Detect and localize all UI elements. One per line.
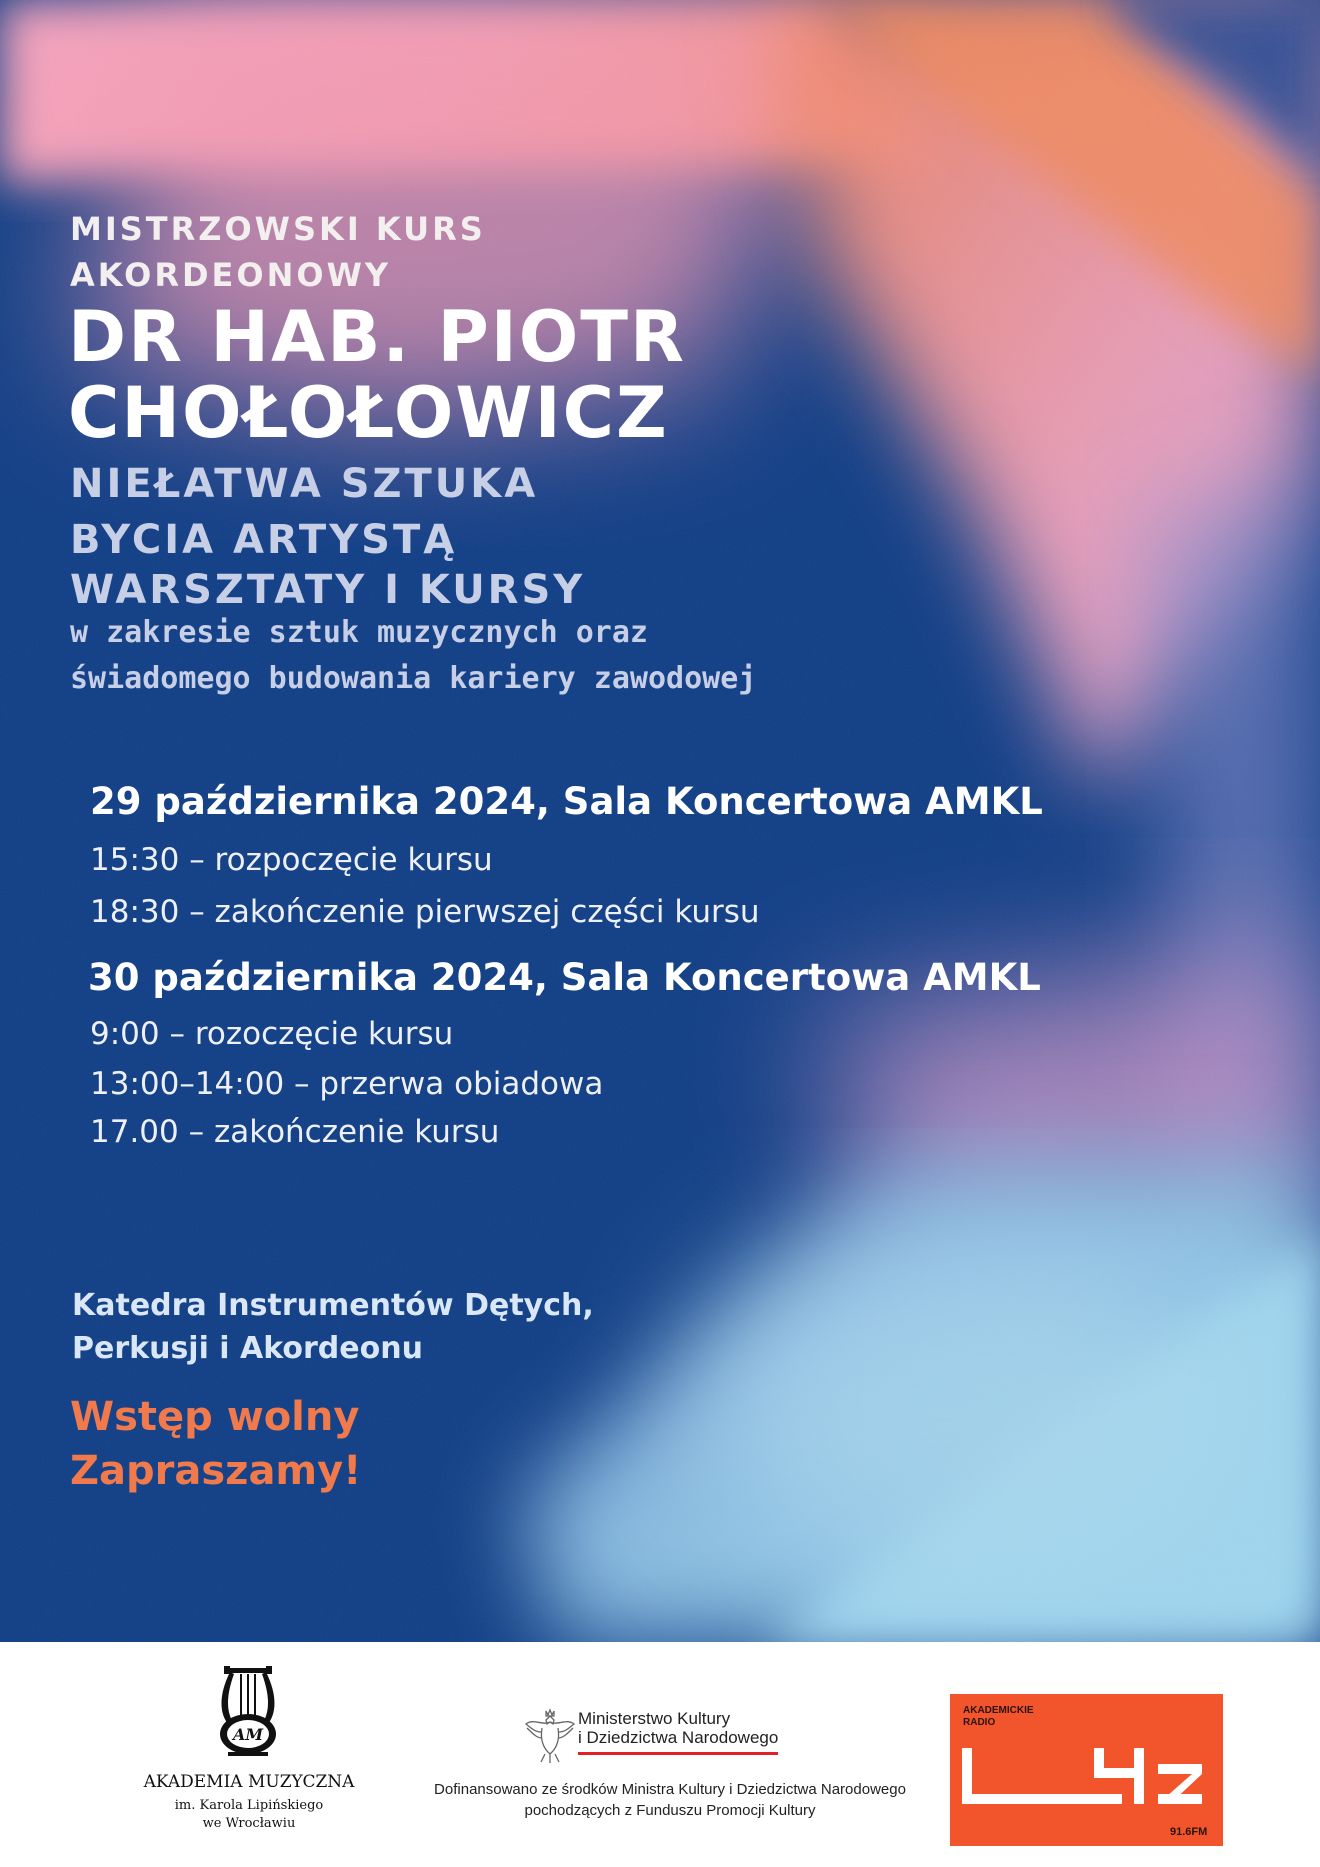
free-entry-text: Wstęp wolny [70,1394,360,1440]
eagle-emblem-icon [523,1708,577,1766]
description-line2: świadomego budowania kariery zawodowej [70,661,757,696]
amkl-subtitle-line1: im. Karola Lipińskiego [174,1798,324,1813]
lyre-icon [214,1666,282,1758]
luz-wordmark-icon [962,1738,1212,1824]
radio-label-line2: RADIO [963,1717,996,1728]
lecturer-name-line2: CHOŁOŁOWICZ [68,372,669,454]
day1-title: 29 października 2024, Sala Koncertowa AMKL [90,780,1043,823]
schedule-item: 9:00 – rozoczęcie kursu [90,1016,454,1052]
course-type-line2: AKORDEONOWY [70,256,392,294]
schedule-item: 15:30 – rozpoczęcie kursu [90,842,493,878]
sponsor-footer [0,1642,1320,1867]
lecturer-name-line1: DR HAB. PIOTR [68,296,686,378]
radio-frequency: 91.6FM [1170,1826,1208,1838]
amkl-name: AKADEMIA MUZYCZNA [143,1772,355,1792]
ministry-name-line1: Ministerstwo Kultury [578,1709,731,1728]
funding-note-line1: Dofinansowano ze środków Ministra Kultury i Dziedzictwa Narodowego [434,1781,906,1798]
subtitle-line1: NIEŁATWA SZTUKA [70,461,539,507]
course-type-line1: MISTRZOWSKI KURS [70,210,486,248]
subtitle-line3: WARSZTATY I KURSY [70,567,586,613]
radio-label-line1: AKADEMICKIE [963,1705,1034,1716]
department-line2: Perkusji i Akordeonu [72,1331,423,1366]
ministry-name-line2: i Dziedzictwa Narodowego [578,1728,779,1747]
day2-title: 30 października 2024, Sala Koncertowa AMKL [88,956,1041,999]
department-line1: Katedra Instrumentów Dętych, [72,1288,594,1323]
amkl-monogram: AM [232,1725,264,1744]
amkl-subtitle-line2: we Wrocławiu [202,1816,296,1831]
description-line1: w zakresie sztuk muzycznych oraz [70,615,648,650]
funding-note-line2: pochodzących z Funduszu Promocji Kultury [524,1802,816,1819]
ministry-flag-bar [578,1752,778,1755]
schedule-item: 18:30 – zakończenie pierwszej części kursu [90,894,760,930]
invitation-text: Zapraszamy! [70,1448,362,1494]
subtitle-line2: BYCIA ARTYSTĄ [70,517,458,563]
radio-luz-logo [950,1694,1223,1846]
schedule-item: 13:00–14:00 – przerwa obiadowa [90,1066,604,1102]
schedule-item: 17.00 – zakończenie kursu [90,1114,500,1150]
